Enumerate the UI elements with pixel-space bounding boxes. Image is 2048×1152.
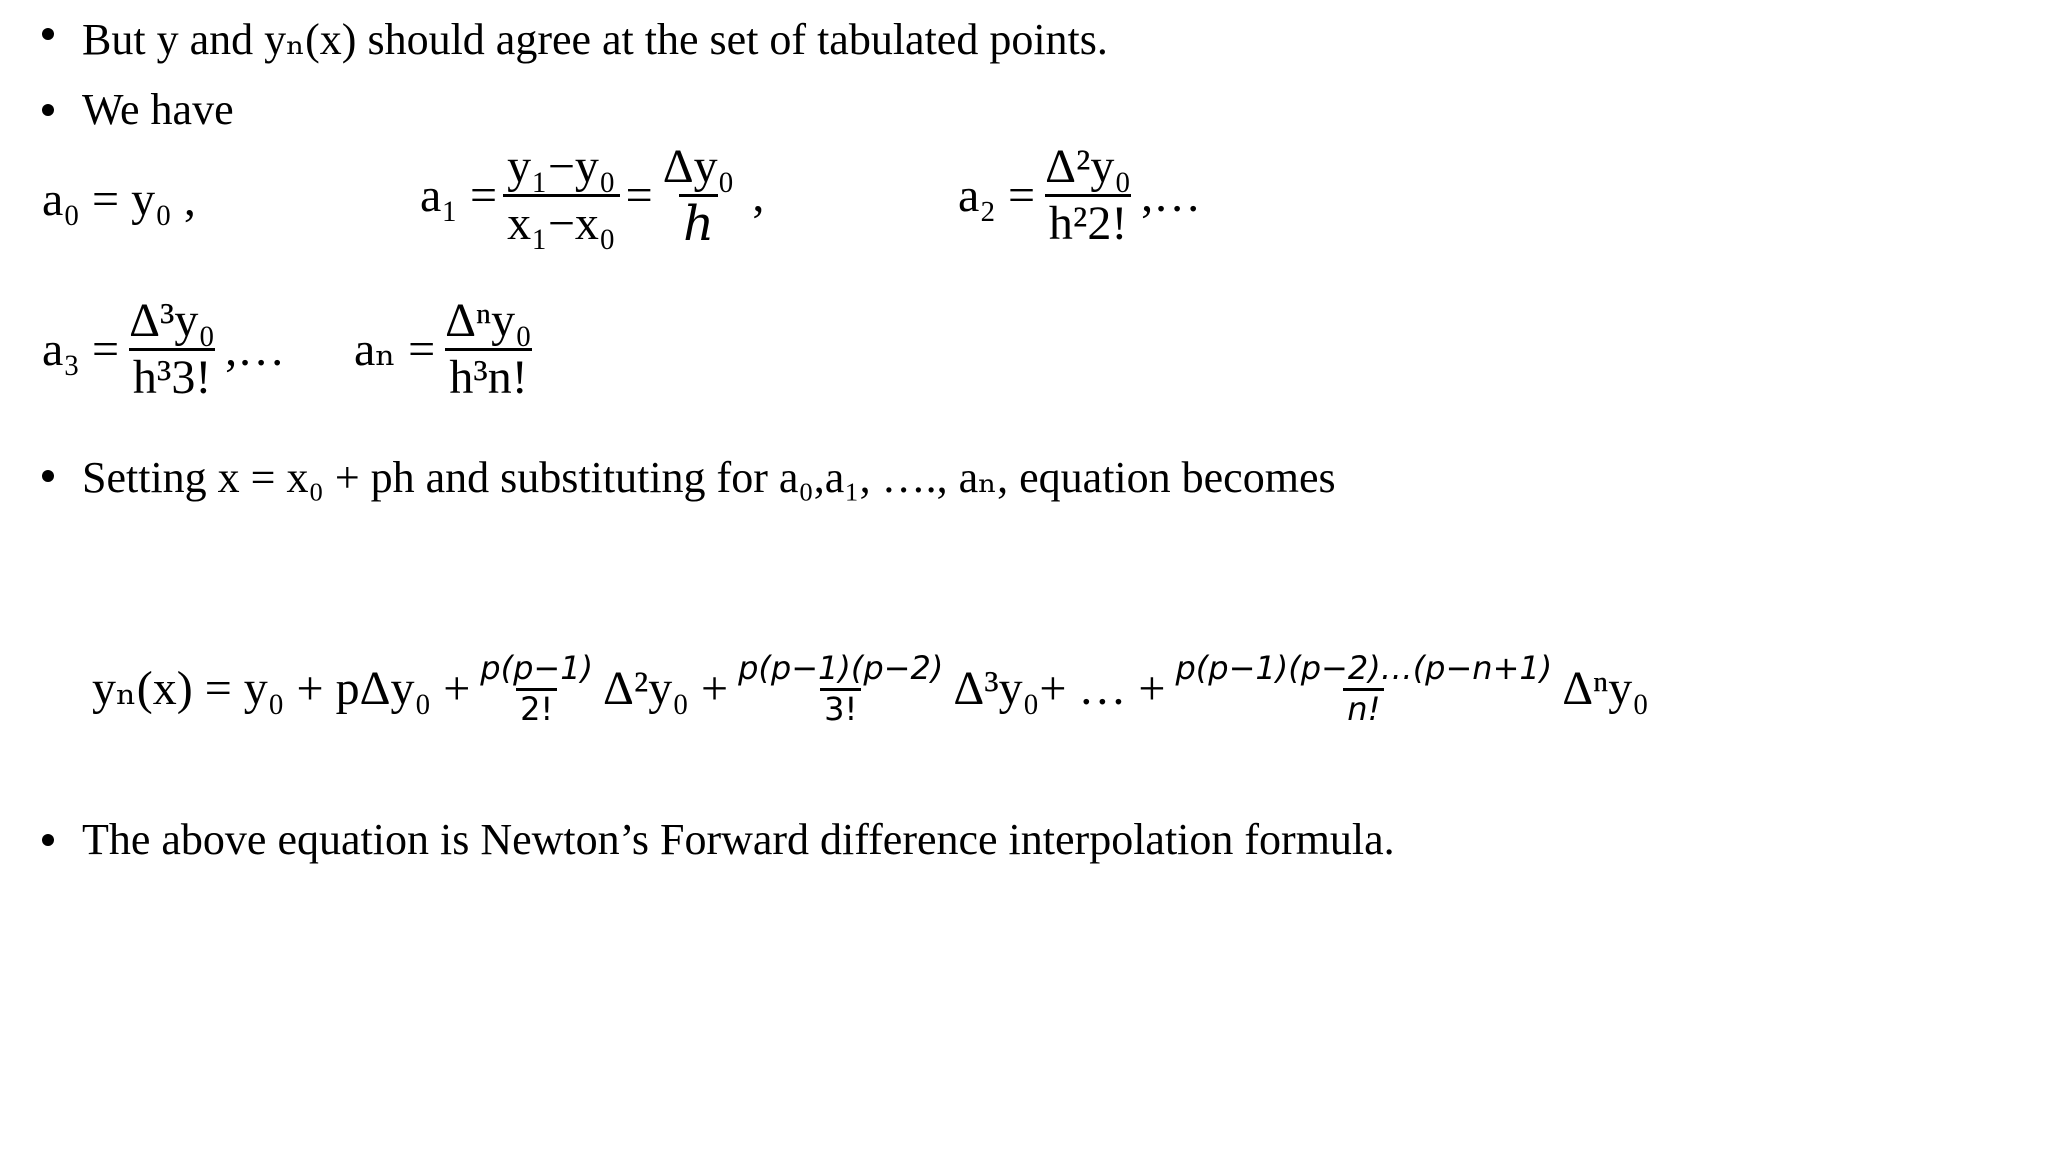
eq-a3: [42, 296, 285, 404]
eq-a1-equals: =: [625, 168, 653, 222]
eq-a1-numerator: y₁−y₀: [507, 140, 616, 193]
formula-term3-tail: Δ³y₀+ … +: [953, 662, 1166, 716]
formula-term2-fraction: [476, 649, 597, 728]
eq-a2: [958, 142, 1201, 250]
bullet-text-2: We have: [82, 85, 234, 134]
bullet-dot-3: [42, 470, 54, 482]
bullet-text-4: The above equation is Newton’s Forward difference interpolation formula.: [82, 815, 1395, 864]
eq-an-denominator: h³n!: [445, 348, 531, 403]
formula-termn-denominator: n!: [1343, 688, 1384, 727]
eq-a3-lhs: a₃ =: [42, 322, 120, 376]
eq-a1-lhs: a₁ =: [420, 168, 498, 222]
eq-a2-fraction: [1041, 142, 1135, 250]
eq-a1-denominator: x₁−x₀: [503, 194, 620, 249]
formula-termn-tail: Δⁿy₀: [1562, 662, 1649, 716]
bullet-dot-1: [42, 28, 54, 40]
formula-termn-numerator: p(p−1)(p−2)…(p−n+1): [1175, 649, 1553, 687]
eq-an-numerator: Δⁿy₀: [445, 294, 532, 347]
eq-a2-tail: ,…: [1141, 168, 1202, 222]
eq-a2-denominator: h²2!: [1045, 194, 1131, 249]
eq-a1: [420, 140, 765, 253]
bullet-dot-2: [42, 104, 54, 116]
bullet-text-3: Setting x = x₀ + ph and substituting for a₀,a₁, …., aₙ, equation becomes: [82, 453, 1336, 502]
eq-an-lhs: aₙ =: [354, 322, 436, 376]
formula-termn-fraction: [1171, 649, 1556, 728]
eq-a3-denominator: h³3!: [129, 348, 215, 403]
eq-dy-numerator: Δy₀: [662, 140, 735, 193]
formula-term3-denominator: 3!: [820, 688, 861, 727]
eq-a3-numerator: Δ³y₀: [129, 294, 216, 347]
eq-a2-numerator: Δ²y₀: [1045, 140, 1132, 193]
bullet-dot-4: [42, 834, 54, 846]
eq-a3-fraction: [125, 296, 219, 404]
eq-an-fraction: [441, 296, 536, 404]
eq-a1-comma: ,: [752, 168, 765, 222]
eq-dy-denominator: h: [679, 194, 718, 249]
formula-term3-fraction: [734, 649, 947, 728]
eq-an: [354, 296, 542, 404]
eq-a3-tail: ,…: [225, 322, 286, 376]
bullet-text-1: But y and yₙ(x) should agree at the set of tabulated points.: [82, 15, 1108, 64]
formula-lhs: yₙ(x) = y₀ + pΔy₀ +: [92, 662, 471, 716]
newton-formula: [92, 649, 1649, 728]
eq-a2-lhs: a₂ =: [958, 168, 1036, 222]
eq-a0: a₀ = y₀ ,: [42, 173, 196, 226]
formula-term3-numerator: p(p−1)(p−2): [738, 649, 944, 687]
eq-dy-fraction: [659, 140, 739, 253]
eq-a1-fraction: [503, 142, 620, 250]
formula-term2-denominator: 2!: [516, 688, 557, 727]
formula-term2-tail: Δ²y₀ +: [603, 662, 729, 716]
formula-term2-numerator: p(p−1): [480, 649, 594, 687]
